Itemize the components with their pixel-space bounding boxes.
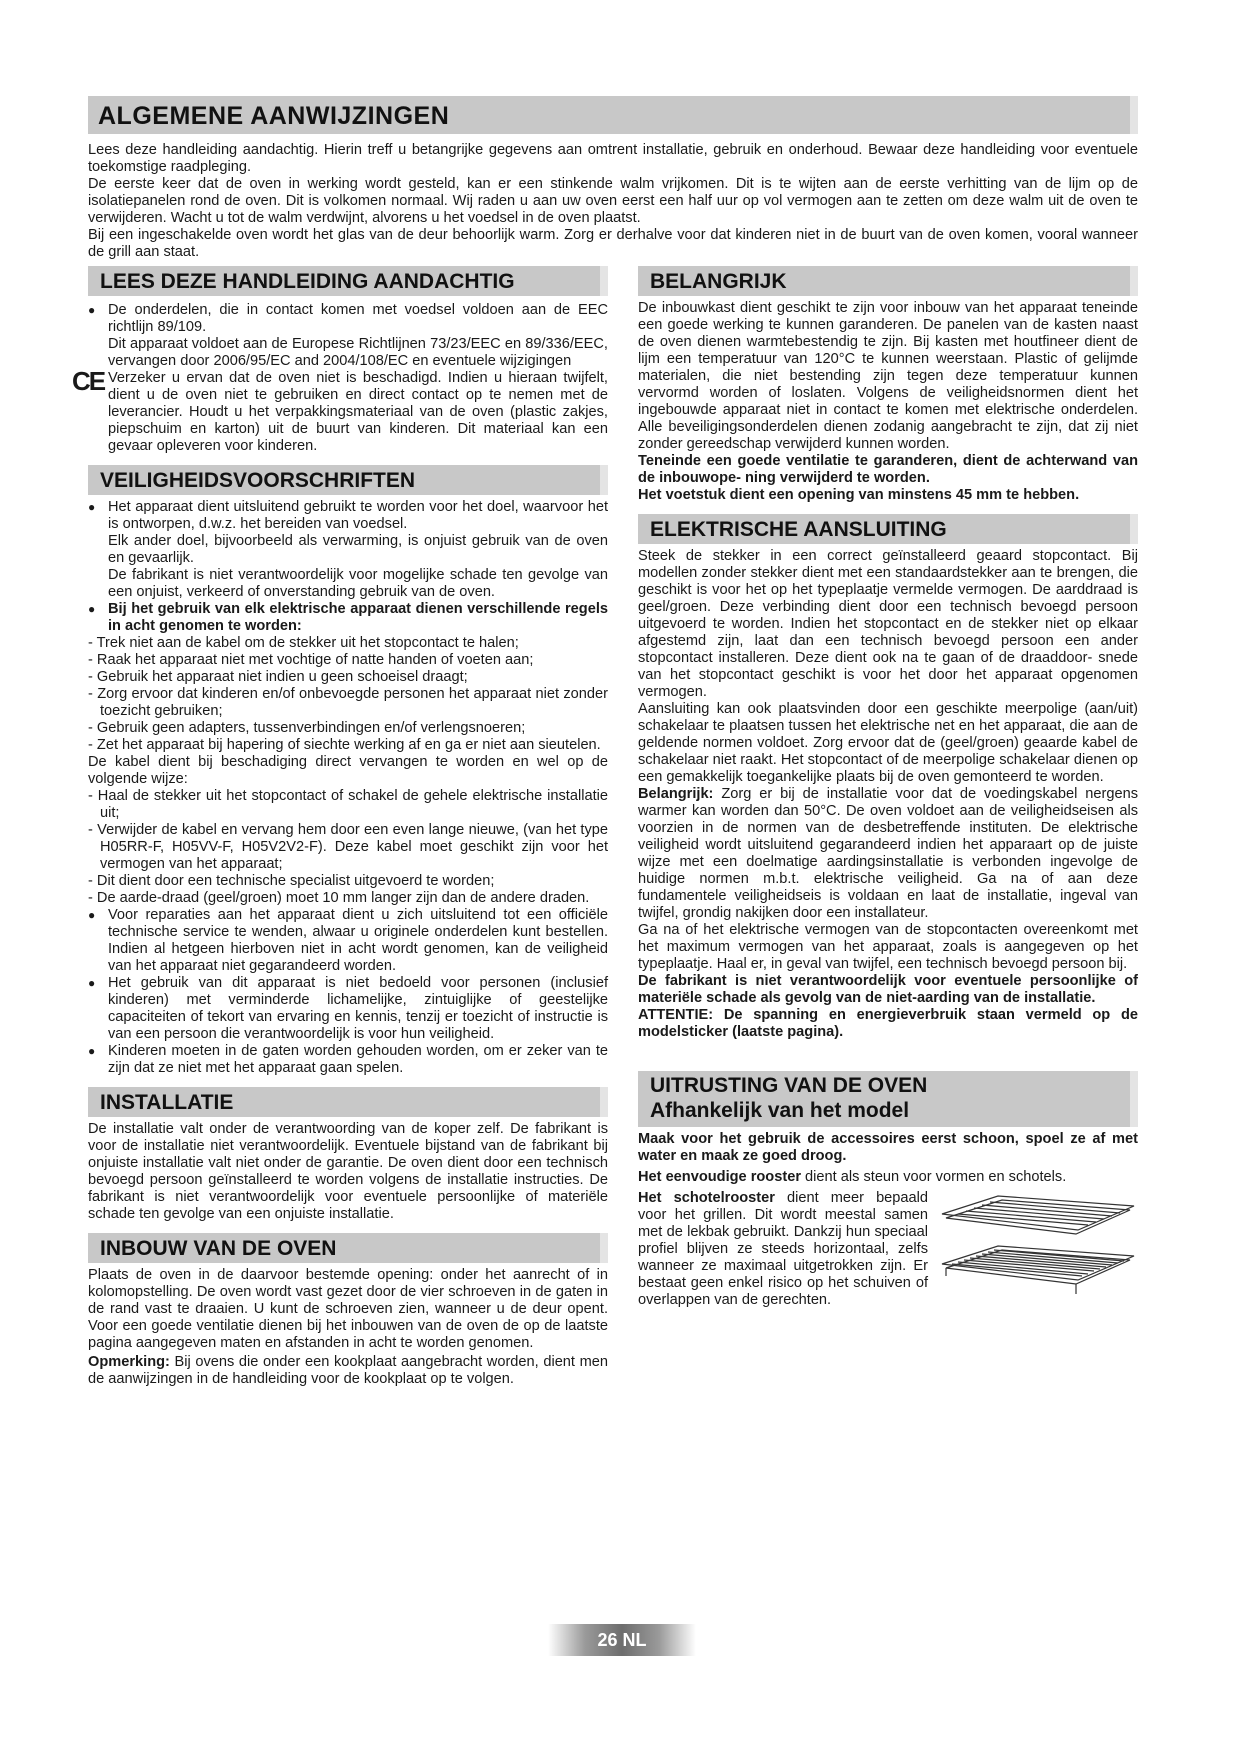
intro-paragraph: Lees deze handleiding aandachtig. Hierin treff u betangrijke gegevens aan omtrent installatie, gebruik en onderhoud. Bewaar deze handleiding voor eventuele toekomstige raadpleging. bbox=[88, 142, 1138, 175]
installatie-text: De installatie valt onder de verantwoording van de koper zelf. De fabrikant is voor de installatie niet verantwoordelijk. Eventuele bijstand van de fabrikant bij onjuiste installatie valt niet onder de garantie. De oven dient door een technisch bevoegd persoon geïnstalleerd te worden volgens de installatie instructies. De fabrikant is niet verantwoordelijk voor eventuele persoonlijke of materiële schade ten gevolge van een onjuiste installatie. bbox=[88, 1121, 608, 1222]
intro-paragraph: De eerste keer dat de oven in werking wordt gesteld, kan er een stinkende walm vrijkomen. Dit is te wijten aan de eerste verhitting van de lijm op de isolatiepanelen rond de oven. Dit is volkomen normaal. Wij raden u aan uw oven eerst een half uur op vol vermogen aan te zetten om deze walm uit de oven te verwijderen. Wacht u tot de walm verdwijnt, alvorens u het voedsel in de oven plaatst. bbox=[88, 176, 1138, 226]
elektrisch-bold: ATTENTIE: De spanning en energieverbruik staan vermeld op de modelsticker (laatste pagina). bbox=[638, 1007, 1138, 1040]
ce-mark-icon: CE bbox=[72, 366, 105, 396]
section-heading-inbouw: INBOUW VAN DE OVEN bbox=[88, 1233, 608, 1263]
schotelrooster-label: Het schotelrooster bbox=[638, 1190, 775, 1206]
section-heading-lees: LEES DEZE HANDLEIDING AANDACHTIG bbox=[88, 266, 608, 296]
note-label: Opmerking: bbox=[88, 1354, 170, 1370]
lees-paragraph: Dit apparaat voldoet aan de Europese Richtlijnen 73/23/EEC en 89/336/EEC, vervangen door 2006/95/EC and 2004/108/EC en eventuele wijzigingen bbox=[108, 336, 608, 369]
list-item: ● Bij het gebruik van elk elektrische apparaat dienen verschillende regels in acht genomen te worden: bbox=[88, 601, 608, 635]
kabel-intro: De kabel dient bij beschadiging direct vervangen te worden en wel op de volgende wijze: bbox=[88, 754, 608, 787]
uitrusting-title: UITRUSTING VAN DE OVEN bbox=[650, 1074, 928, 1097]
dash-item: - Gebruik geen adapters, tussenverbindingen en/of verlengsnoeren; bbox=[88, 720, 526, 736]
uitrusting-subtitle: Afhankelijk van het model bbox=[650, 1099, 910, 1122]
uitrusting-bold: Maak voor het gebruik de accessoires eerst schoon, spoel ze af met water en maak ze goed droog. bbox=[638, 1131, 1138, 1164]
page bbox=[72, 96, 1138, 1387]
schotelrooster-text: dient meer bepaald voor het grillen. Dit wordt meestal samen met de lekbak gebruikt. Dankzij hun speciaal profiel blijven ze steeds horizontaal, zelfs wanneer ze maximaal uitgetrokken zijn. Er bestaat geen enkel risico op het schuiven of overlappen van de gerechten. bbox=[638, 1190, 929, 1308]
elektrisch-text: Steek de stekker in een correct geïnstalleerd geaard stopcontact. Bij modellen zonder stekker dient met een standaardstekker aan te brengen, die geschikt is voor het op het typeplaatje vermelde vermogen. De aarddraad is geel/groen. Deze verbinding dient door een technisch bevoegd persoon uitgevoerd te worden. Indien het stopcontact en de stekker niet op elkaar afgestemd zijn, laat dan een technisch bevoegd persoon een ander stopcontact installeren. Deze dient ook na te gaan of de draaddoor- snede van het stopcontact geschikt is voor het door het apparaat opgenomen vermogen. bbox=[638, 548, 1138, 700]
right-column bbox=[638, 266, 1138, 1309]
elektrisch-text: Zorg er bij de installatie voor dat de voedingskabel nergens warmer kan worden dan 50°C. De oven voldoet aan de veiligheidseisen als voorzien in de normen van de desbetreffende instituten. De elektrische veiligheid wordt uitsluitend gegarandeerd indien het apparaart op de juiste wijze met een doelmatige aardingsinstallatie is verbonden ingevolge de huidige normen m.b.t. elektrische veiligheid. Ga na of aan deze fundamentele veiligheidseis is voldaan en laat de installatie, ingeval van twijfel, grondig nakijken door een installateur. bbox=[638, 786, 1138, 921]
rooster-text: dient als steun voor vormen en schotels. bbox=[801, 1169, 1067, 1185]
list-item: ● De onderdelen, die in contact komen met voedsel voldoen aan de EEC richtlijn 89/109. bbox=[88, 302, 608, 336]
note-text: Bij ovens die onder een kookplaat aangebracht worden, dient men de aanwijzingen in de handleiding voor de kookplaat op te volgen. bbox=[88, 1354, 608, 1387]
belangrijk-bold: Het voetstuk dient een opening van minstens 45 mm te hebben. bbox=[638, 487, 1080, 503]
section-heading-veiligheid: VEILIGHEIDSVOORSCHRIFTEN bbox=[88, 465, 608, 495]
elektrisch-bold: De fabrikant is niet verantwoordelijk voor eventuele persoonlijke of materiële schade als gevolg van de niet-aarding van de installatie. bbox=[638, 973, 1138, 1006]
veilig-text: De fabrikant is niet verantwoordelijk voor mogelijke schade ten gevolge van een onjuist, verkeerd of onverstanding gebruik van de oven. bbox=[108, 567, 608, 600]
rooster-label: Het eenvoudige rooster bbox=[638, 1169, 801, 1185]
dash-item: - De aarde-draad (geel/groen) moet 10 mm langer zijn dan de andere draden. bbox=[88, 890, 590, 906]
veilig-text: Het apparaat dient uitsluitend gebruikt te worden voor het doel, waarvoor het is ontworpen, d.w.z. het bereiden van voedsel. bbox=[108, 499, 608, 532]
dash-item: - Zorg ervoor dat kinderen en/of onbevoegde personen het apparaat niet zonder toezicht gebruiken; bbox=[88, 686, 608, 719]
section-heading-installatie: INSTALLATIE bbox=[88, 1087, 608, 1117]
page-title: ALGEMENE AANWIJZINGEN bbox=[88, 96, 1138, 134]
section-heading-uitrusting bbox=[638, 1071, 1138, 1127]
dash-item: - Haal de stekker uit het stopcontact of schakel de gehele elektrische installatie uit; bbox=[88, 788, 608, 821]
list-item: ● Het gebruik van dit apparaat is niet bedoeld voor personen (inclusief kinderen) met verminderde lichamelijke, zintuiglijke of geestelijke capaciteiten of tekort van ervaring en kennis, tenzij er toezicht of instructie is van een persoon die verantwoordelijk is voor hun veiligheid. bbox=[88, 975, 608, 1043]
elektrisch-text: Aansluiting kan ook plaatsvinden door een geschikte meerpolige (aan/uit) schakelaar te plaatsen tussen het elektrische net en het apparaat, die aan de geldende normen voldoet. Zorg ervoor dat de (geel/groen) geaarde kabel de schakelaar niet raakt. Het stopcontact of de meerpolige schakelaar dienen op een gemakkelijk toegankelijke plaats bij de oven gemonteerd te worden. bbox=[638, 701, 1138, 785]
page-number: 26 NL bbox=[548, 1624, 696, 1656]
dash-item: - Verwijder de kabel en vervang hem door een even lange nieuwe, (van het type H05RR-F, H05VV-F, H05V2V2-F). Deze kabel moet geschikt zijn voor het vermogen van het apparaat; bbox=[88, 822, 608, 872]
dash-item: - Dit dient door een technische specialist uitgevoerd te worden; bbox=[88, 873, 495, 889]
intro bbox=[88, 142, 1138, 261]
intro-paragraph: Bij een ingeschakelde oven wordt het glas van de deur behoorlijk warm. Zorg er derhalve voor dat kinderen niet in de buurt van de oven komen, vooral wanneer de grill aan staat. bbox=[88, 227, 1138, 260]
dash-item: - Gebruik het apparaat niet indien u geen schoeisel draagt; bbox=[88, 669, 468, 685]
inbouw-text: Plaats de oven in de daarvoor bestemde opening: onder het aanrecht of in kolomopstelling. De oven wordt vast gezet door de vier schroeven in de gaten in de rand vast te draaien. U kunt de schroeven zien, wanneer u de deur opent. Voor een goede ventilatie dienen bij het inbouwen van de oven de op de laatste pagina aangegeven maten en afstanden in acht te worden genomen. bbox=[88, 1267, 608, 1351]
elektrisch-text: Ga na of het elektrische vermogen van de stopcontacten overeenkomt met het maximum vermogen van het apparaat, zoals is aangegeven op het typeplaatje. Haal er, in geval van twijfel, een technisch bevoegd persoon bij. bbox=[638, 922, 1138, 972]
left-column bbox=[72, 266, 608, 1388]
oven-racks-icon bbox=[938, 1194, 1138, 1309]
list-item: ● Kinderen moeten in de gaten worden gehouden worden, om er zeker van te zijn dat ze niet met het apparaat gaan spelen. bbox=[88, 1043, 608, 1077]
list-item: ● Voor reparaties aan het apparaat dient u zich uitsluitend tot een officiële technische service te wenden, alwaar u originele onderdelen kunt bestellen. Indien al hetgeen hierboven niet in acht wordt genomen, kan de veiligheid van het apparaat niet gegarandeerd worden. bbox=[88, 907, 608, 975]
dash-item: - Trek niet aan de kabel om de stekker uit het stopcontact te halen; bbox=[88, 635, 519, 651]
lees-paragraph: Verzeker u ervan dat de oven niet is beschadigd. Indien u hieraan twijfelt, dient u de oven niet te gebruiken en direct contact op te nemen met de leverancier. Houdt u het verpakkingsmateriaal van de oven (plastic zakjes, piepschuim en karton) uit de buurt van kinderen. Dit materiaal kan een gevaar opleveren voor kinderen. bbox=[108, 370, 608, 454]
dash-item: - Raak het apparaat niet met vochtige of natte handen of voeten aan; bbox=[88, 652, 534, 668]
section-heading-belangrijk: BELANGRIJK bbox=[638, 266, 1138, 296]
dash-item: - Zet het apparaat bij hapering of siechte werking af en ga er niet aan sieutelen. bbox=[88, 737, 601, 753]
veilig-text: Elk ander doel, bijvoorbeeld als verwarming, is onjuist gebruik van de oven en gevaarlijk. bbox=[108, 533, 608, 566]
list-item bbox=[88, 499, 608, 601]
belangrijk-text: De inbouwkast dient geschikt te zijn voor inbouw van het apparaat teneinde een goede werking te kunnen garanderen. De panelen van de kasten naast de oven dienen warmtebestendig te zijn. Bij kasten met houtfineer dient de lijm een temperatuur van 120°C te kunnen weerstaan. Plastic of gelijmde materialen, die niet bestending zijn tegen deze temperatuur kunnen vervormd worden of loslaten. Volgens de veiligheidsnormen dient het ingebouwde apparaat niet in contact te komen met elektrische onderdelen. Alle beveiligingsonderdelen dienen zodanig aangebracht te zijn, dat zij niet zonder gereedschap verwijderd kunnen worden. bbox=[638, 300, 1138, 452]
section-heading-elektrisch: ELEKTRISCHE AANSLUITING bbox=[638, 514, 1138, 544]
belangrijk-bold: Teneinde een goede ventilatie te garanderen, dient de achterwand van de inbouwope- ning verwijderd te worden. bbox=[638, 453, 1138, 486]
belangrijk-label: Belangrijk: bbox=[638, 786, 714, 802]
